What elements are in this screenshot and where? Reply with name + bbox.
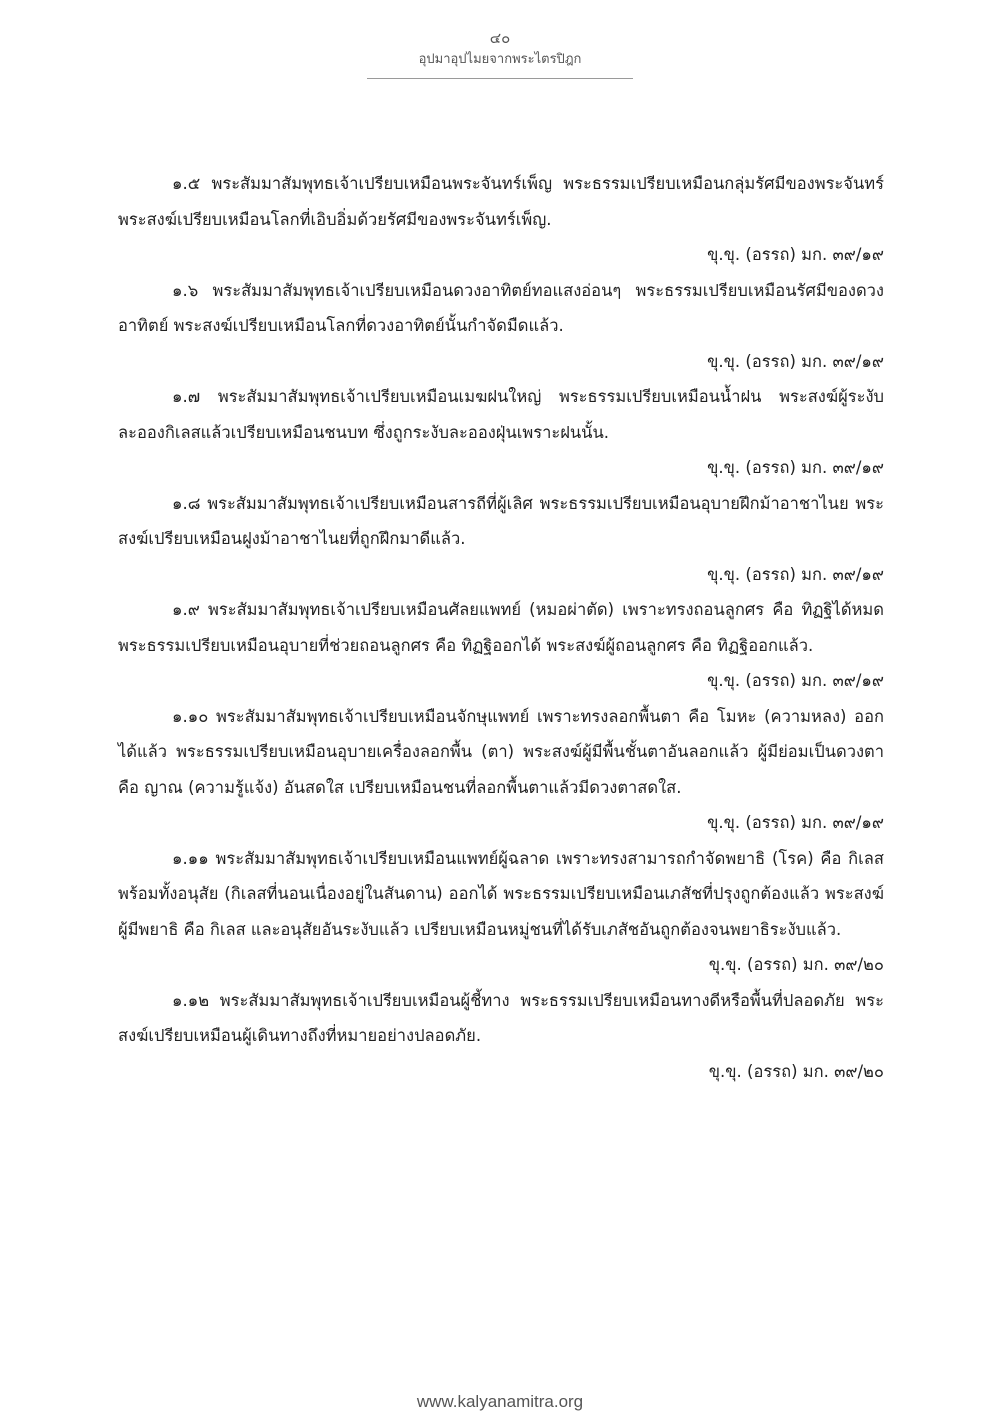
entry-text: ๑.๑๐ พระสัมมาสัมพุทธเจ้าเปรียบเหมือนจักษุแพทย์ เพราะทรงลอกพื้นตา คือ โมหะ (ความหลง) ออกได้แล้ว พระธรรมเปรียบเหมือนอุบายเครื่องลอกพื้น (ตา) พระสงฆ์ผู้มีพื้นชั้นตาอันลอกแล้ว ผู้มีย่อมเป็นดวงตา คือ ญาณ (ความรู้แจ้ง) อันสดใส เปรียบเหมือนชนที่ลอกพื้นตาแล้วมีดวงตาสดใส. xyxy=(118,706,884,797)
footer-url[interactable]: www.kalyanamitra.org xyxy=(416,1392,584,1411)
entry-1-6 xyxy=(118,273,884,380)
entry-text: ๑.๖ พระสัมมาสัมพุทธเจ้าเปรียบเหมือนดวงอาทิตย์ทอแสงอ่อนๆ พระธรรมเปรียบเหมือนรัศมีของดวงอาทิตย์ พระสงฆ์เปรียบเหมือนโลกที่ดวงอาทิตย์นั้นกำจัดมืดแล้ว. xyxy=(118,280,884,335)
entry-reference: ขุ.ขุ. (อรรถ) มก. ๓๙/๑๙ xyxy=(707,564,884,584)
book-title: อุปมาอุปไมยจากพระไตรปิฎก xyxy=(418,52,582,67)
entry-reference: ขุ.ขุ. (อรรถ) มก. ๓๙/๑๙ xyxy=(707,458,884,477)
entry-1-10 xyxy=(118,699,884,841)
entry-1-8 xyxy=(118,486,884,593)
entry-1-9 xyxy=(118,592,884,699)
page-header xyxy=(0,28,1000,79)
entry-1-11 xyxy=(118,841,884,983)
entry-reference: ขุ.ขุ. (อรรถ) มก. ๓๙/๒๐ xyxy=(708,1061,884,1081)
entry-reference: ขุ.ขุ. (อรรถ) มก. ๓๙/๑๙ xyxy=(707,671,884,690)
entry-1-5 xyxy=(118,166,884,273)
entry-reference: ขุ.ขุ. (อรรถ) มก. ๓๙/๑๙ xyxy=(707,813,884,832)
entry-1-12 xyxy=(118,983,884,1090)
entry-text: ๑.๙ พระสัมมาสัมพุทธเจ้าเปรียบเหมือนศัลยแพทย์ (หมอผ่าตัด) เพราะทรงถอนลูกศร คือ ทิฏฐิได้หมด พระธรรมเปรียบเหมือนอุบายที่ช่วยถอนลูกศร คือ ทิฏฐิออกได้ พระสงฆ์ผู้ถอนลูกศร คือ ทิฏฐิออกแล้ว. xyxy=(118,600,884,655)
entry-reference: ขุ.ขุ. (อรรถ) มก. ๓๙/๒๐ xyxy=(708,955,884,974)
entry-text: ๑.๑๑ พระสัมมาสัมพุทธเจ้าเปรียบเหมือนแพทย์ผู้ฉลาด เพราะทรงสามารถกำจัดพยาธิ (โรค) คือ กิเลสพร้อมทั้งอนุสัย (กิเลสที่นอนเนื่องอยู่ในสันดาน) ออกได้ พระธรรมเปรียบเหมือนเภสัชที่ปรุงถูกต้องแล้ว พระสงฆ์ผู้มีพยาธิ คือ กิเลส และอนุสัยอันระงับแล้ว เปรียบเหมือนหมู่ชนที่ได้รับเภสัชอันถูกต้องจนพยาธิระงับแล้ว. xyxy=(118,848,884,939)
page-number: ๔๐ xyxy=(489,29,511,47)
entry-reference: ขุ.ขุ. (อรรถ) มก. ๓๙/๑๙ xyxy=(707,351,884,371)
entry-reference: ขุ.ขุ. (อรรถ) มก. ๓๙/๑๙ xyxy=(707,245,884,264)
entry-text: ๑.๑๒ พระสัมมาสัมพุทธเจ้าเปรียบเหมือนผู้ชี้ทาง พระธรรมเปรียบเหมือนทางดีหรือพื้นที่ปลอดภัย พระสงฆ์เปรียบเหมือนผู้เดินทางถึงที่หมายอย่างปลอดภัย. xyxy=(118,990,884,1045)
entry-1-7 xyxy=(118,379,884,486)
main-content xyxy=(118,166,884,1089)
entry-text: ๑.๕ พระสัมมาสัมพุทธเจ้าเปรียบเหมือนพระจันทร์เพ็ญ พระธรรมเปรียบเหมือนกลุ่มรัศมีของพระจันทร์ พระสงฆ์เปรียบเหมือนโลกที่เอิบอิ่มด้วยรัศมีของพระจันทร์เพ็ญ. xyxy=(118,174,884,229)
entry-text: ๑.๗ พระสัมมาสัมพุทธเจ้าเปรียบเหมือนเมฆฝนใหญ่ พระธรรมเปรียบเหมือนน้ำฝน พระสงฆ์ผู้ระงับละอองกิเลสแล้วเปรียบเหมือนชนบท ซึ่งถูกระงับละอองฝุ่นเพราะฝนนั้น. xyxy=(118,387,884,442)
header-divider xyxy=(367,78,633,79)
entry-text: ๑.๘ พระสัมมาสัมพุทธเจ้าเปรียบเหมือนสารถีที่ผู้เลิศ พระธรรมเปรียบเหมือนอุบายฝึกม้าอาชาไนย พระสงฆ์เปรียบเหมือนฝูงม้าอาชาไนยที่ถูกฝึกมาดีแล้ว. xyxy=(118,493,884,548)
